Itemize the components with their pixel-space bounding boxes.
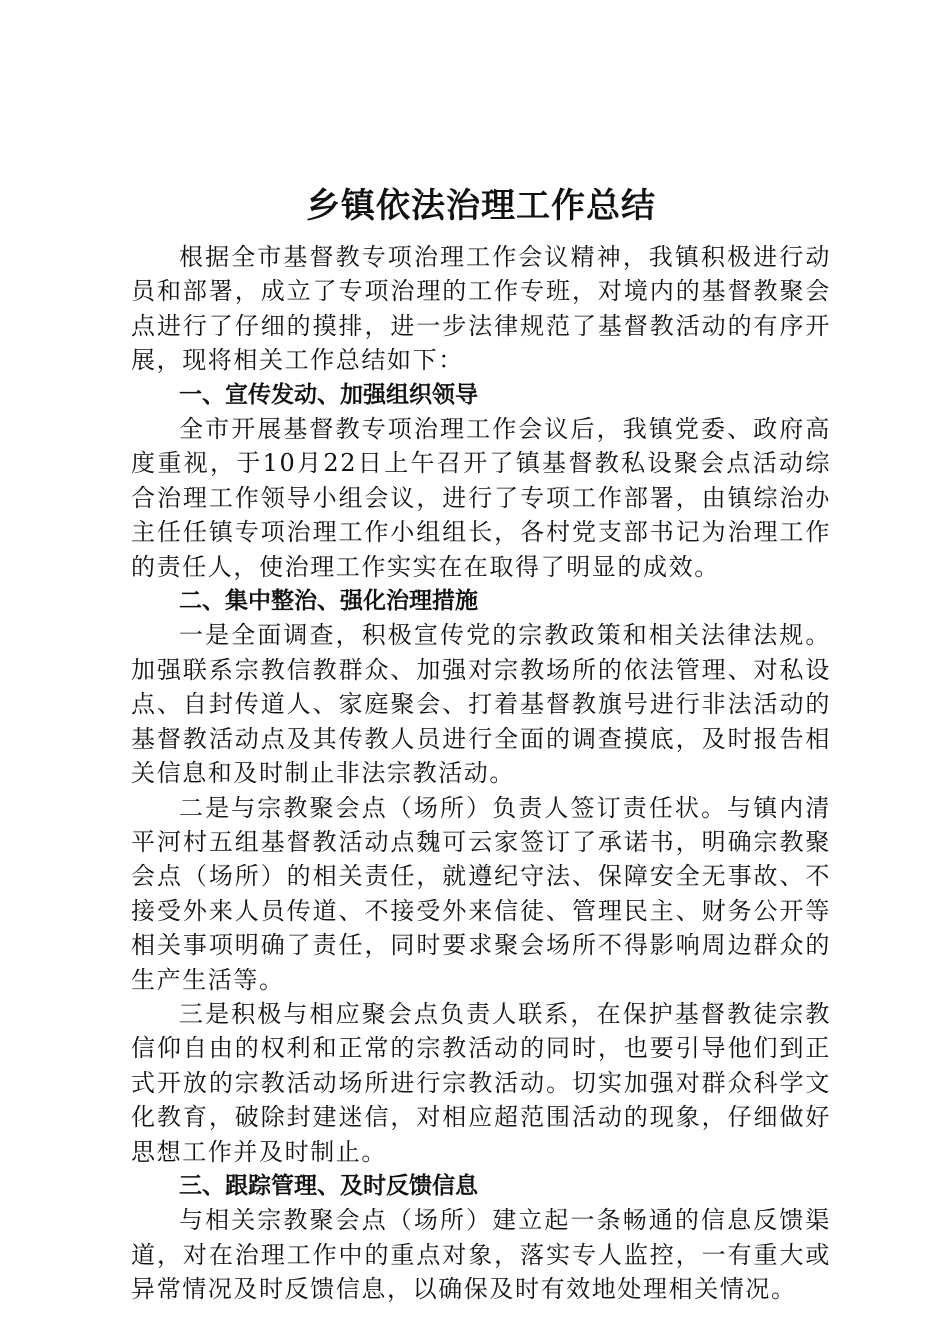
section-2-paragraph-1: 一是全面调查，积极宣传党的宗教政策和相关法律法规。加强联系宗教信教群众、加强对宗教场所的依法管理、对私设点、自封传道人、家庭聚会、打着基督教旗号进行非法活动的基督教活动点及其传教人员进行全面的调查摸底，及时报告相关信息和及时制止非法宗教活动。 [131,621,831,788]
section-2-heading: 二、集中整治、强化治理措施 [179,588,478,615]
section-2-paragraph-3: 三是积极与相应聚会点负责人联系，在保护基督教徒宗教信仰自由的权利和正常的宗教活动的同时，也要引导他们到正式开放的宗教活动场所进行宗教活动。切实加强对群众科学文化教育，破除封建迷信，对相应超范围活动的现象，仔细做好思想工作并及时制止。 [131,999,831,1166]
section-1-paragraph-1: 全市开展基督教专项治理工作会议后，我镇党委、政府高度重视，于10月22日上午召开了镇基督教私设聚会点活动综合治理工作领导小组会议，进行了专项工作部署，由镇综治办主任任镇专项治理工作小组组长，各村党支部书记为治理工作的责任人，使治理工作实实在在取得了明显的成效。 [131,415,831,581]
document-page [131,178,831,1307]
document-title: 乡镇依法治理工作总结 [306,186,656,226]
section-3-heading: 三、跟踪管理、及时反馈信息 [179,1172,478,1199]
section-2-paragraph-2: 二是与宗教聚会点（场所）负责人签订责任状。与镇内清平河村五组基督教活动点魏可云家签订了承诺书，明确宗教聚会点（场所）的相关责任，就遵纪守法、保障安全无事故、不接受外来人员传道、不接受外来信徒、管理民主、财务公开等相关事项明确了责任，同时要求聚会场所不得影响周边群众的生产生活等。 [131,793,831,994]
section-1-heading: 一、宣传发动、加强组织领导 [179,381,478,408]
section-3-paragraph-1: 与相关宗教聚会点（场所）建立起一条畅通的信息反馈渠道，对在治理工作中的重点对象，落实专人监控，一有重大或异常情况及时反馈信息，以确保及时有效地处理相关情况。 [131,1206,831,1304]
intro-paragraph: 根据全市基督教专项治理工作会议精神，我镇积极进行动员和部署，成立了专项治理的工作专班，对境内的基督教聚会点进行了仔细的摸排，进一步法律规范了基督教活动的有序开展，现将相关工作总结如下： [131,243,831,375]
